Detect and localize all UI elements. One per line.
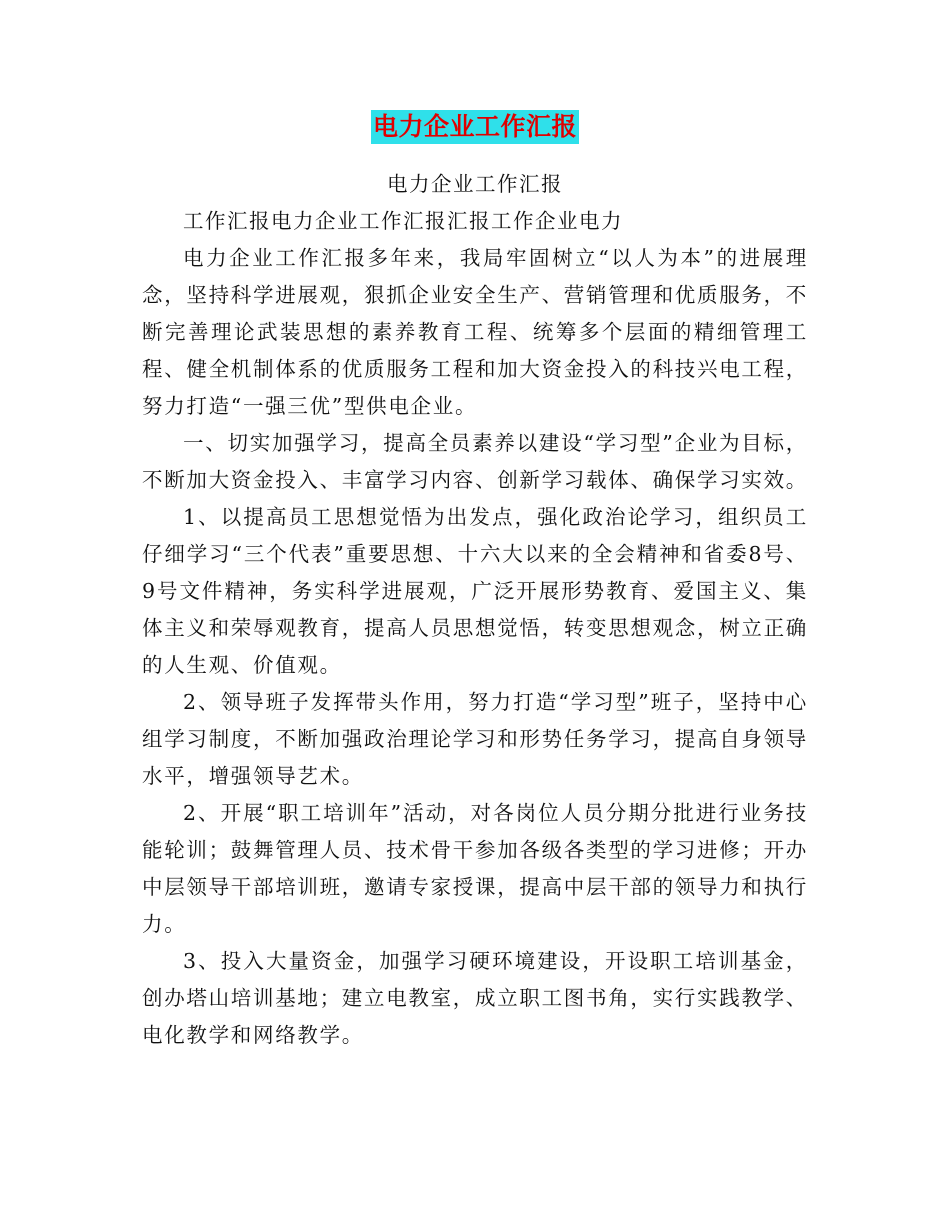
body-paragraph: 1、以提高员工思想觉悟为出发点，强化政治论学习，组织员工仔细学习“三个代表”重要思想、十六大以来的全会精神和省委8号、9号文件精神，务实科学进展观，广泛开展形势教育、爱国主义、集体主义和荣辱观教育，提高人员思想觉悟，转变思想观念，树立正确的人生观、价值观。 <box>142 505 808 677</box>
section-heading-paragraph: 一、切实加强学习，提高全员素养以建设“学习型”企业为目标，不断加大资金投入、丰富学习内容、创新学习载体、确保学习实效。 <box>142 431 808 492</box>
document-body <box>142 203 808 1054</box>
document-subtitle: 电力企业工作汇报 <box>387 172 563 196</box>
body-paragraph: 2、领导班子发挥带头作用，努力打造“学习型”班子，坚持中心组学习制度，不断加强政治理论学习和形势任务学习，提高自身领导水平，增强领导艺术。 <box>142 690 808 788</box>
title-container <box>0 110 950 144</box>
body-paragraph: 3、投入大量资金，加强学习硬环境建设，开设职工培训基金，创办塔山培训基地；建立电教室，成立职工图书角，实行实践教学、电化教学和网络教学。 <box>142 949 808 1047</box>
intro-paragraph: 电力企业工作汇报多年来，我局牢固树立“以人为本”的进展理念，坚持科学进展观，狠抓企业安全生产、营销管理和优质服务，不断完善理论武装思想的素养教育工程、统筹多个层面的精细管理工程、健全机制体系的优质服务工程和加大资金投入的科技兴电工程，努力打造“一强三优”型供电企业。 <box>142 246 808 418</box>
keywords-paragraph: 工作汇报电力企业工作汇报汇报工作企业电力 <box>183 209 623 233</box>
document-title: 电力企业工作汇报 <box>371 110 579 144</box>
body-paragraph: 2、开展“职工培训年”活动，对各岗位人员分期分批进行业务技能轮训；鼓舞管理人员、技术骨干参加各级各类型的学习进修；开办中层领导干部培训班，邀请专家授课，提高中层干部的领导力和执行力。 <box>142 801 808 936</box>
